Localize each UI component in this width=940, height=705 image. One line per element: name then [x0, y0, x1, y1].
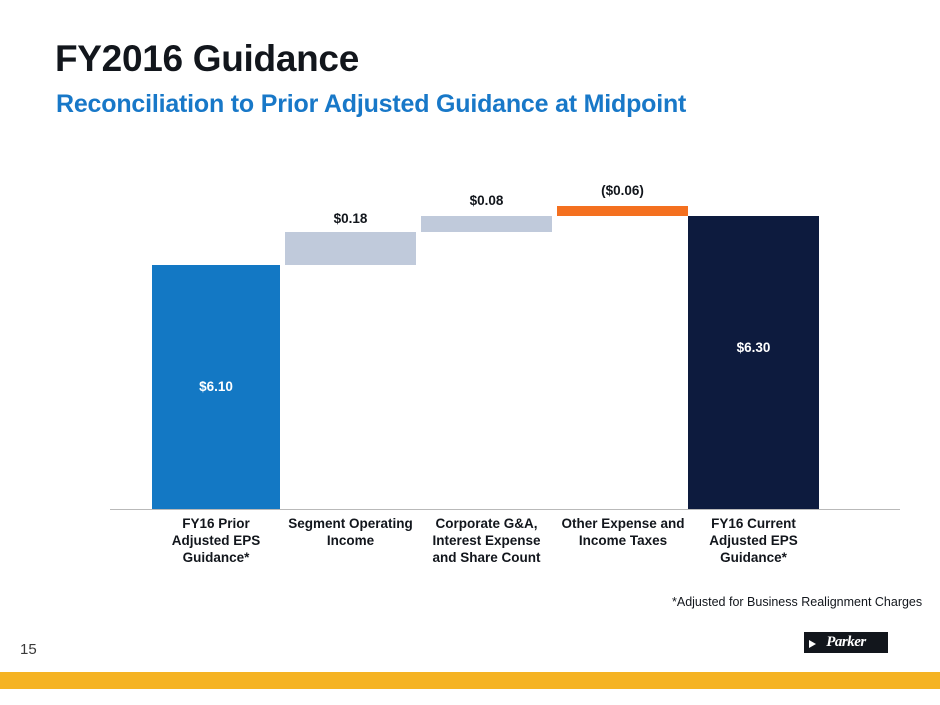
category-line: Segment Operating	[288, 516, 413, 531]
bar-fy16-current-adjusted-eps	[688, 216, 819, 509]
x-axis-line	[110, 509, 900, 510]
category-line: Corporate G&A,	[435, 516, 538, 531]
bar-label-corporate-ga-interest-share-count: $0.08	[469, 193, 504, 208]
parker-logo-inner	[804, 632, 888, 653]
chart-plot-area	[110, 175, 900, 510]
footer-white-bar	[0, 689, 940, 705]
waterfall-chart	[110, 175, 900, 565]
bar-label-other-expense-income-taxes: ($0.06)	[601, 183, 644, 198]
category-label-fy16-current-adjusted-eps	[683, 515, 824, 566]
category-label-segment-operating-income	[274, 515, 427, 549]
page-title: FY2016 Guidance	[55, 38, 359, 79]
bar-value-fy16-current-adjusted-eps: $6.30	[736, 340, 771, 355]
category-line: Income	[326, 533, 375, 548]
category-label-corporate-ga-interest-share-count	[413, 515, 560, 566]
bar-segment-operating-income	[285, 232, 416, 265]
category-line: Guidance*	[720, 550, 787, 565]
page-subtitle: Reconciliation to Prior Adjusted Guidance at Midpoint	[56, 90, 687, 118]
category-line: Guidance*	[182, 550, 250, 565]
category-label-other-expense-income-taxes	[547, 515, 699, 549]
category-line: FY16 Prior	[182, 516, 250, 531]
page-number: 15	[20, 641, 37, 658]
category-axis-labels	[110, 515, 900, 575]
chevron-right-icon	[809, 640, 816, 648]
parker-logo-text: Parker	[826, 634, 866, 650]
footer-accent-bar	[0, 672, 940, 689]
bar-value-fy16-prior-adjusted-eps: $6.10	[199, 379, 233, 394]
category-label-fy16-prior-adjusted-eps	[146, 515, 286, 566]
bar-corporate-ga-interest-share-count	[421, 216, 552, 232]
category-line: Other Expense and	[561, 516, 685, 531]
category-line: Adjusted EPS	[709, 533, 798, 548]
category-line: Income Taxes	[578, 533, 668, 548]
category-line: FY16 Current	[711, 516, 796, 531]
category-line: Adjusted EPS	[171, 533, 261, 548]
bar-other-expense-income-taxes	[557, 206, 688, 216]
category-line: Interest Expense	[432, 533, 541, 548]
bar-label-segment-operating-income: $0.18	[333, 211, 368, 226]
chart-footnote: *Adjusted for Business Realignment Charges	[672, 595, 923, 609]
category-line: and Share Count	[432, 550, 541, 565]
parker-logo	[802, 630, 890, 655]
